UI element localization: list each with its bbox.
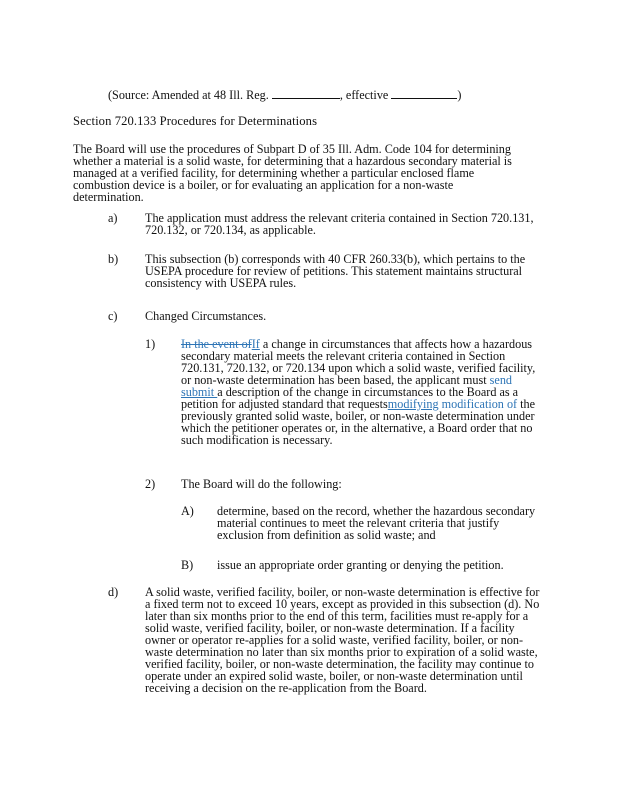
item-c-text: Changed Circumstances. — [145, 309, 267, 323]
blank-register — [272, 88, 340, 99]
item-b-label: b) — [108, 252, 119, 266]
deleted-text: In the event of — [181, 337, 252, 351]
changed-text: send — [489, 373, 513, 387]
item-d-label: d) — [108, 585, 119, 599]
item-a-text: The application must address the relevant criteria contained in Section 720.131, 720.132, or 720.134, as applicable. — [145, 211, 534, 237]
changed-text: modifying — [387, 397, 439, 411]
inserted-text: If — [251, 337, 260, 351]
changed-text: submit — [181, 385, 218, 399]
blank-effective-date — [391, 88, 457, 99]
source-note: (Source: Amended at 48 Ill. Reg. , effective ) — [108, 88, 462, 102]
item-d-text: A solid waste, verified facility, boiler, or non-waste determination is effective for a fixed term not to exceed 10 years, except as provided in this subsection (d). No later than six months prior to the end of this term, facilities must re-apply for a solid waste, verified facility, boiler, or non-waste determination. If a facility owner or operator re-applies for a solid waste, verified facility, boiler, or non-waste determination no later than six months prior to expiration of a solid waste, verified facility, boiler, or non-waste determination, the facility may continue to operate under an expired solid waste, boiler, or non-waste determination until receiving a decision on the re-application from the Board. — [145, 585, 540, 695]
item-c2B-text: issue an appropriate order granting or denying the petition. — [217, 558, 504, 572]
item-c-label: c) — [108, 309, 118, 323]
item-c2B-label: B) — [181, 558, 194, 572]
item-c2-label: 2) — [145, 477, 156, 491]
item-b-text: This subsection (b) corresponds with 40 CFR 260.33(b), which pertains to the USEPA procedure for review of petitions. This statement maintains structural consistency with USEPA rules. — [145, 252, 526, 290]
item-c2A-label: A) — [181, 504, 194, 518]
item-c2-text: The Board will do the following: — [181, 477, 342, 491]
intro-paragraph: The Board will use the procedures of Subpart D of 35 Ill. Adm. Code 104 for determining whether a material is a solid waste, for determining that a hazardous secondary material is managed at a verified facility, for determining whether a particular enclosed flame combustion device is a boiler, or for evaluating an application for a non-waste determination. — [73, 142, 512, 204]
item-c2A-text: determine, based on the record, whether the hazardous secondary material continues to meet the relevant criteria that justify exclusion from definition as solid waste; and — [217, 504, 536, 542]
item-a-label: a) — [108, 211, 118, 225]
item-c1-label: 1) — [145, 337, 156, 351]
changed-text: modification of — [438, 397, 521, 411]
item-c1-text: In the event ofIf a change in circumstances that affects how a hazardous secondary material meets the relevant criteria contained in Section 720.131, 720.132, or 720.134 upon which a solid waste, verified facility, or non-waste determination has been based, the applicant must send submit a description of the change in circumstances to the Board as a petition for adjusted standard that requestsmodifying modification of the previously granted solid waste, boiler, or non-waste determination under which the petitioner operates or, in the alternative, a Board order that no such modification is necessary. — [181, 337, 536, 447]
section-title: Section 720.133 Procedures for Determinations — [73, 114, 318, 128]
